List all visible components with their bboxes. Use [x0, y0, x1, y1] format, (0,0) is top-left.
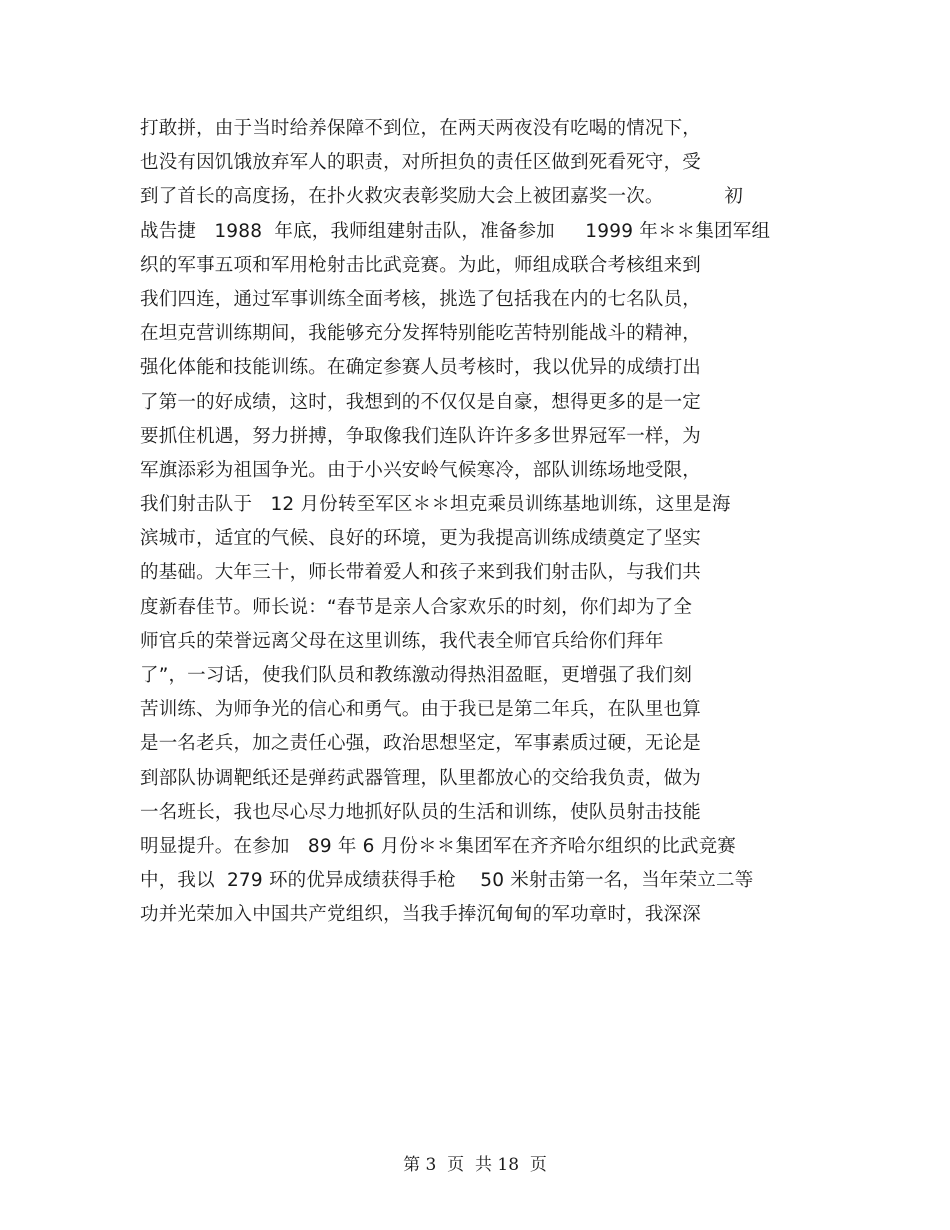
text-line: 度新春佳节。师长说：“春节是亲人合家欢乐的时刻，你们却为了全	[140, 596, 693, 618]
text-line: 到了首长的高度扬，在扑火救灾表彰奖励大会上被团嘉奖一次。 初	[140, 186, 744, 208]
text-line: 中，我以 279 环的优异成绩获得手枪 50 米射击第一名，当年荣立二等	[140, 870, 754, 892]
text-line: 要抓住机遇，努力拼搏，争取像我们连队许许多多世界冠军一样，为	[140, 425, 702, 447]
text-line: 也没有因饥饿放弃军人的职责，对所担负的责任区做到死看死守，受	[140, 152, 702, 174]
text-line: 强化体能和技能训练。在确定参赛人员考核时，我以优异的成绩打出	[140, 357, 702, 379]
text-line: 到部队协调靶纸还是弹药武器管理，队里都放心的交给我负责，做为	[140, 767, 702, 789]
text-line: 军旗添彩为祖国争光。由于小兴安岭气候寒冷，部队训练场地受限，	[140, 459, 702, 481]
body-text	[140, 112, 820, 933]
text-line: 是一名老兵，加之责任心强，政治思想坚定，军事素质过硬，无论是	[140, 733, 702, 755]
text-line: 战告捷 1988 年底，我师组建射击队，准备参加 1999 年＊＊集团军组	[140, 220, 771, 242]
text-line: 滨城市，适宜的气候、良好的环境，更为我提高训练成绩奠定了坚实	[140, 528, 702, 550]
text-line: 师官兵的荣誉远离父母在这里训练，我代表全师官兵给你们拜年	[140, 630, 664, 652]
text-line: 我们四连，通过军事训练全面考核，挑选了包括我在内的七名队员，	[140, 288, 702, 310]
page-footer: 第 3 页 共 18 页	[403, 1155, 547, 1175]
text-line: 打敢拼，由于当时给养保障不到位，在两天两夜没有吃喝的情况下，	[140, 118, 702, 139]
text-line: 我们射击队于 12 月份转至军区＊＊坦克乘员训练基地训练，这里是海	[140, 494, 731, 516]
text-line: 在坦克营训练期间，我能够充分发挥特别能吃苦特别能战斗的精神，	[140, 323, 702, 345]
text-line: 织的军事五项和军用枪射击比武竞赛。为此，师组成联合考核组来到	[140, 254, 702, 276]
text-line: 明显提升。在参加 89 年 6 月份＊＊集团军在齐齐哈尔组织的比武竞赛	[140, 835, 736, 857]
text-line: 功并光荣加入中国共产党组织，当我手捧沉甸甸的军功章时，我深深	[140, 904, 702, 926]
text-line: 了”，一习话，使我们队员和教练激动得热泪盈眶，更增强了我们刻	[140, 665, 693, 686]
text-line: 的基础。大年三十，师长带着爱人和孩子来到我们射击队，与我们共	[140, 562, 702, 584]
text-line: 了第一的好成绩，这时，我想到的不仅仅是自豪，想得更多的是一定	[140, 391, 702, 413]
text-line: 苦训练、为师争光的信心和勇气。由于我已是第二年兵，在队里也算	[140, 699, 702, 721]
text-line: 一名班长，我也尽心尽力地抓好队员的生活和训练，使队员射击技能	[140, 801, 702, 823]
